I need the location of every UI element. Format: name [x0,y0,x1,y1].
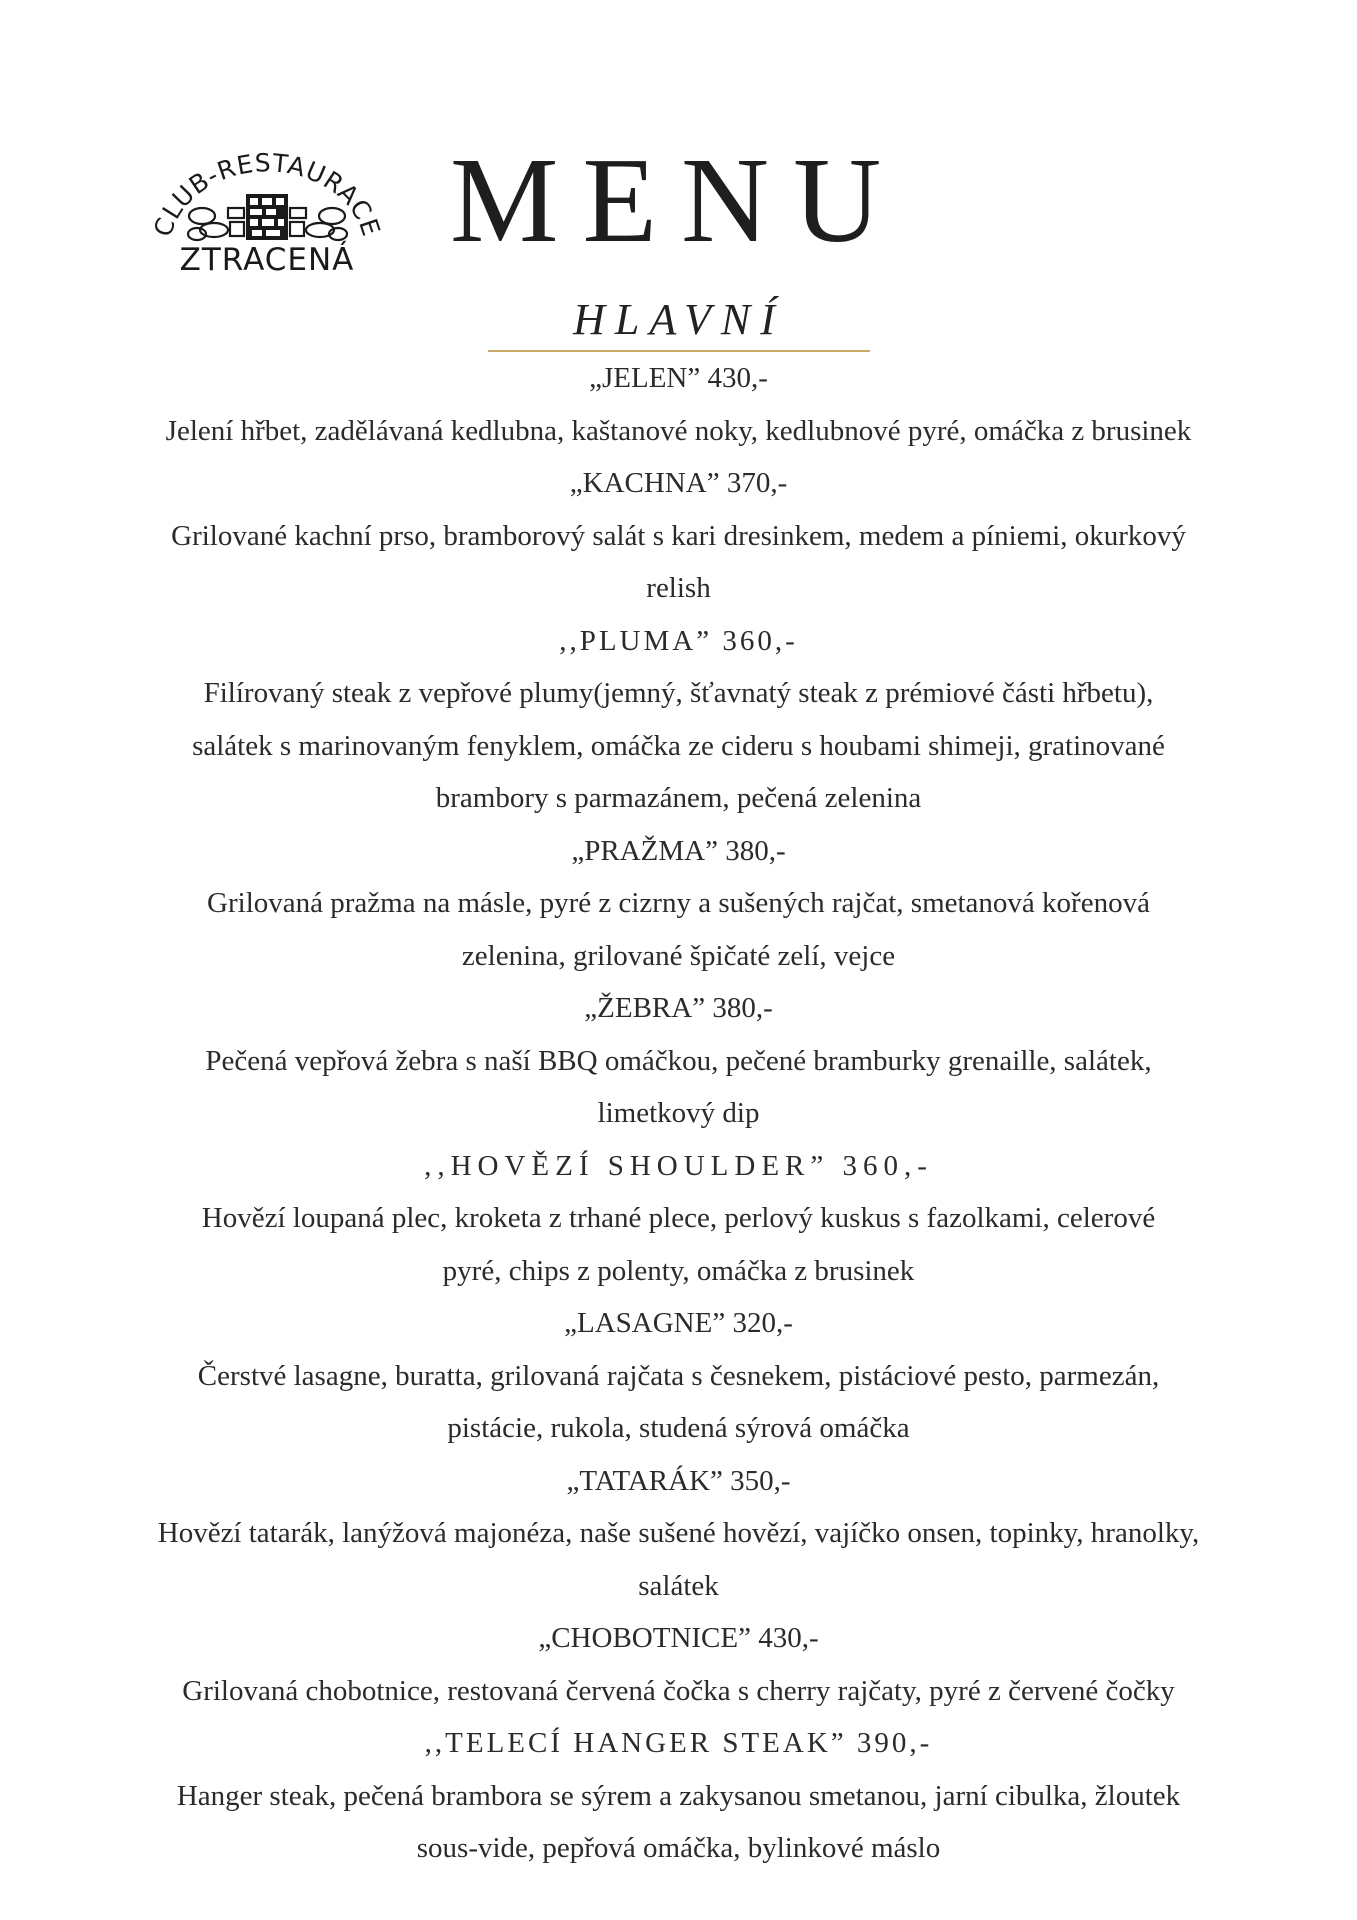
item-description: brambory s parmazánem, pečená zelenina [435,782,922,814]
item-description: Pečená vepřová žebra s naší BBQ omáčkou, pečené bramburky grenaille, salátek, [205,1044,1152,1077]
item-description: pistácie, rukola, studená sýrová omáčka [447,1412,910,1444]
menu-item-zebra [60,982,1297,1140]
item-description: Hanger steak, pečená brambora se sýrem a zakysanou smetanou, jarní cibulka, žloutek [176,1779,1181,1812]
item-name: „CHOBOTNICE” 430,- [538,1622,819,1654]
menu-item-lasagne [60,1297,1297,1455]
menu-item-kachna [60,457,1297,615]
section-title-main-courses: HLAVNÍ [573,295,785,344]
item-name: „PRAŽMA” 380,- [571,834,786,867]
item-description: limetkový dip [597,1097,760,1129]
item-description: Grilované kachní prso, bramborový salát s kari dresinkem, medem a píniemi, okurkový [171,519,1186,552]
menu-item-chobotnice [60,1612,1297,1717]
item-description: Čerstvé lasagne, buratta, grilovaná rajčata s česnekem, pistáciové pesto, parmezán, [197,1359,1160,1392]
menu-item-teleci-hanger-steak [60,1717,1297,1875]
item-description: Hovězí loupaná plec, kroketa z trhané plece, perlový kuskus s fazolkami, celerové [201,1202,1156,1234]
item-description: Hovězí tatarák, lanýžová majonéza, naše sušené hovězí, vajíčko onsen, topinky, hranolky, [157,1517,1200,1549]
item-name: ,,TELECÍ HANGER STEAK” 390,- [424,1727,933,1759]
logo-emblem-icon [142,148,392,278]
menu-item-pluma [60,615,1297,825]
restaurant-logo [142,148,392,278]
item-name: „JELEN” 430,- [589,362,768,394]
menu-title: MENU [450,133,906,268]
item-description: relish [646,572,711,604]
item-name: ,,PLUMA” 360,- [559,624,798,657]
item-description: salátek [638,1569,719,1602]
item-description: Grilovaná pražma na másle, pyré z cizrny a sušených rajčat, smetanová kořenová [207,887,1150,919]
menu-item-prazma [60,825,1297,983]
menu-item-jelen [60,352,1297,457]
item-name: „TATARÁK” 350,- [566,1464,791,1497]
menu-items-list [60,352,1297,1875]
item-name: „KACHNA” 370,- [569,467,788,499]
item-name: „LASAGNE” 320,- [564,1307,793,1339]
menu-item-hovezi-shoulder [60,1140,1297,1298]
item-description: Filírovaný steak z vepřové plumy(jemný, šťavnatý steak z prémiové části hřbetu), [203,677,1154,709]
item-description: sous-vide, pepřová omáčka, bylinkové máslo [416,1832,941,1864]
item-description: salátek s marinovaným fenyklem, omáčka ze cideru s houbami shimeji, gratinované [192,729,1165,762]
menu-item-tatarak [60,1455,1297,1613]
item-description: Jelení hřbet, zadělávaná kedlubna, kaštanové noky, kedlubnové pyré, omáčka z brusinek [165,414,1192,447]
item-description: zelenina, grilované špičaté zelí, vejce [461,939,896,972]
item-description: Grilovaná chobotnice, restovaná červená čočka s cherry rajčaty, pyré z červené čočky [182,1674,1175,1707]
item-name: „ŽEBRA” 380,- [584,992,773,1024]
item-description: pyré, chips z polenty, omáčka z brusinek [442,1254,915,1287]
item-name: ,,HOVĚZÍ SHOULDER” 360,- [424,1149,933,1182]
svg-text:CLUB-RESTAURACE: CLUB-RESTAURACE [147,148,387,241]
svg-text:ZTRACENÁ: ZTRACENÁ [179,242,355,278]
